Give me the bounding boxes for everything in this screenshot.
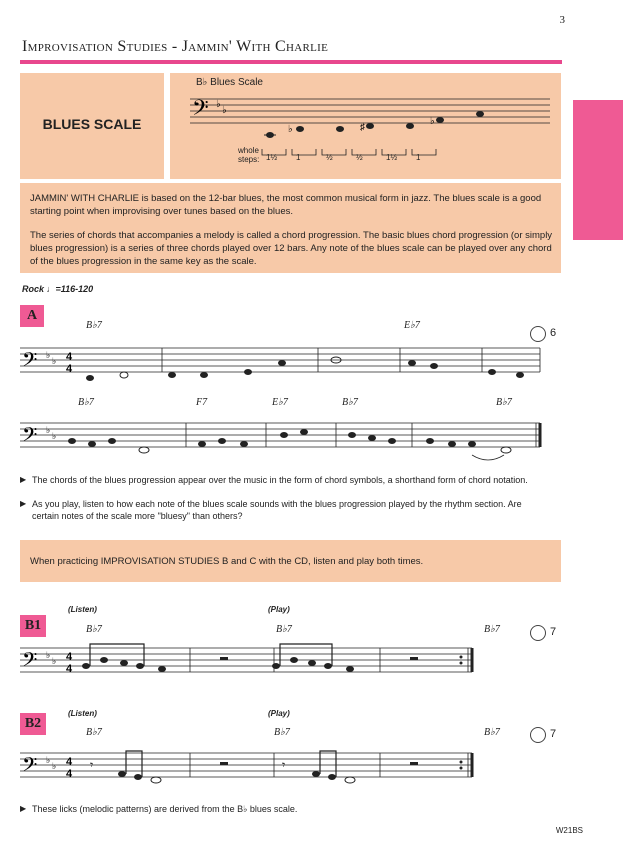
svg-text:4: 4: [66, 663, 73, 675]
whole-steps-row: [262, 153, 502, 163]
section-b2-marker: B2: [20, 713, 46, 735]
svg-text:𝄢: 𝄢: [22, 753, 38, 781]
chord-symbol: B♭7: [496, 397, 512, 408]
chord-symbol: B♭7: [78, 397, 94, 408]
bullet-text: The chords of the blues progression appear over the music in the form of chord symbols, a shorthand form of chord notation.: [32, 475, 528, 485]
listen-label: (Listen): [68, 709, 97, 718]
svg-text:♯: ♯: [360, 122, 365, 133]
chord-symbol: B♭7: [86, 727, 102, 738]
blues-scale-title: B♭ Blues Scale: [196, 77, 263, 88]
svg-text:♭: ♭: [288, 124, 293, 135]
bullet-icon: ▶: [20, 475, 27, 484]
page-title: Improvisation Studies - Jammin' With Charlie: [22, 38, 329, 55]
cd-icon: [530, 625, 546, 641]
chord-symbol: E♭7: [404, 320, 420, 331]
svg-text:♭: ♭: [46, 755, 51, 765]
play-label: (Play): [268, 709, 290, 718]
listen-label: (Listen): [68, 605, 97, 614]
steps-label: whole steps:: [238, 146, 260, 164]
staff-a-row1: [20, 340, 560, 390]
svg-text:4: 4: [66, 351, 73, 363]
step-value: ½: [356, 153, 363, 162]
section-b1-marker: B1: [20, 615, 46, 637]
tempo-marking: Rock ♩=116-120: [22, 284, 94, 294]
svg-text:♭: ♭: [52, 431, 57, 441]
svg-text:𝄢: 𝄢: [192, 96, 209, 126]
svg-text:𝄾: 𝄾: [90, 758, 94, 772]
track-number: 7: [550, 626, 557, 638]
svg-text:𝄢: 𝄢: [22, 423, 38, 451]
svg-text:♭: ♭: [222, 105, 227, 116]
svg-text:4: 4: [66, 363, 73, 375]
svg-text:♭: ♭: [52, 656, 57, 666]
svg-text:♭: ♭: [46, 350, 51, 360]
bullet-icon: ▶: [20, 804, 27, 813]
chord-symbol: B♭7: [484, 624, 500, 635]
bullet-icon: ▶: [20, 499, 27, 508]
chord-symbol: B♭7: [86, 624, 102, 635]
licks-note: These licks (melodic patterns) are derived from the B♭ blues scale.: [32, 804, 298, 814]
section-a-marker: A: [20, 305, 44, 327]
staff-a-row2: [20, 415, 560, 465]
svg-text:𝄢: 𝄢: [22, 648, 38, 676]
play-label: (Play): [268, 605, 290, 614]
footer-code: W21BS: [555, 826, 583, 835]
intro-paragraph-1: JAMMIN' WITH CHARLIE is based on the 12-bar blues, the most common musical form in jazz. The blues scale is a good starting point when improvising over tunes based on the blues.: [30, 193, 542, 217]
chord-symbol: E♭7: [272, 397, 288, 408]
step-value: 1½: [386, 153, 398, 162]
step-value: 1: [416, 153, 421, 162]
svg-text:♭: ♭: [52, 761, 57, 771]
intro-paragraph-2: The series of chords that accompanies a melody is called a chord progression. The basic blues chord progression (or simply blues progression) is a series of three chords played over 12 bars. Any note of the blues scale can be played over any chord of the blues progression in the same key as the scale.: [30, 230, 553, 267]
svg-text:♭: ♭: [46, 650, 51, 660]
staff-b2: [20, 745, 560, 795]
track-number: 6: [550, 327, 557, 339]
svg-text:♭: ♭: [216, 99, 221, 110]
staff-b1: [20, 640, 560, 690]
blues-scale-staff: [170, 73, 561, 179]
step-value: 1: [296, 153, 301, 162]
page-number: 3: [559, 14, 565, 26]
svg-text:4: 4: [66, 768, 73, 780]
step-value: ½: [326, 153, 333, 162]
svg-text:4: 4: [66, 651, 73, 663]
chord-symbol: B♭7: [86, 320, 102, 331]
practice-note: When practicing IMPROVISATION STUDIES B and C with the CD, listen and play both times.: [30, 556, 424, 567]
side-tab: [573, 100, 623, 240]
svg-text:♭: ♭: [430, 116, 435, 127]
chord-symbol: B♭7: [342, 397, 358, 408]
chord-symbol: B♭7: [274, 727, 290, 738]
svg-text:♭: ♭: [46, 425, 51, 435]
svg-text:𝄢: 𝄢: [22, 348, 38, 376]
step-value: 1½: [266, 153, 278, 162]
title-rule: [20, 60, 562, 64]
cd-icon: [530, 727, 546, 743]
bullet-text: As you play, listen to how each note of the blues scale sounds with the blues progression played by the rhythm section. Are certain notes of the scale more "bluesy" than others?: [32, 499, 522, 521]
svg-text:4: 4: [66, 756, 73, 768]
svg-text:𝄾: 𝄾: [282, 758, 286, 772]
chord-symbol: B♭7: [276, 624, 292, 635]
svg-text:♭: ♭: [52, 356, 57, 366]
chord-symbol: B♭7: [484, 727, 500, 738]
blues-scale-label: BLUES SCALE: [42, 116, 142, 132]
track-number: 7: [550, 728, 557, 740]
chord-symbol: F7: [196, 397, 208, 408]
